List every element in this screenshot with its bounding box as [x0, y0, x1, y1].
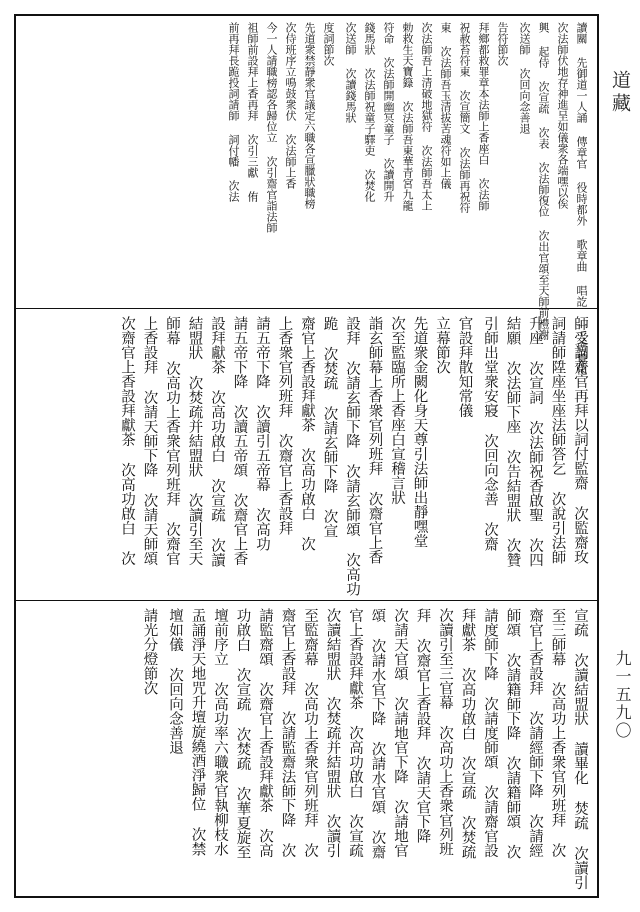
- text-column: 詣玄師幕上香衆官列班拜 次齋官上香: [366, 316, 383, 564]
- text-column: 拜鄉都救罪章本法師上香座白 次法師: [477, 22, 490, 211]
- text-column: 師受詞齋官再拜以詞付監齋 次監齋玫: [572, 316, 588, 564]
- text-column: 結盟狀 次焚疏并結盟狀 次讀引至天: [186, 316, 203, 566]
- text-column: 請光分燈節次: [141, 608, 158, 695]
- text-column: 至三師幕 次高功上香衆官列班拜 次: [549, 608, 566, 858]
- page-frame: [14, 14, 599, 898]
- text-column: 今一人請職榜認各歸位立 次引齋官詣法師: [265, 22, 278, 233]
- text-column: 請五帝下降 次讀引五帝幕 次高功: [254, 316, 270, 551]
- text-column: 次至監臨所上香座白宣稽言狀: [389, 316, 405, 505]
- text-column: 次送師 次回向念善退: [518, 22, 531, 134]
- text-column: 詞請師陞座坐座法師答乞 次說引法師: [549, 316, 566, 564]
- text-column: 次讀引至三官幕 次高功上香衆官列班: [437, 608, 453, 856]
- text-column: 祖師前設拜上香再拜 次引三獻 侑: [246, 22, 259, 202]
- text-column: 東 次法師吾玉清拔苦魂符如上儀: [439, 22, 452, 189]
- text-column: 前再拜長跪投詞請師 詞付幡 次法: [227, 22, 240, 202]
- text-column: 宣疏 次讀結盟狀 讀畢化 焚疏 次讀引: [572, 608, 588, 890]
- text-column: 設拜 次請玄師下降 次請玄師頌 次高功: [344, 316, 360, 596]
- text-column: 請度師下降 次請度師頌 次請齋官設: [482, 608, 498, 858]
- text-column: 壇前序立 次高功率六職衆官執柳枝水: [212, 608, 228, 856]
- text-column: 頌 次請水官下降 次請水官頌 次齋: [369, 608, 386, 859]
- text-column: 先道衆金闕化身天尊引法師出靜嘿堂: [411, 316, 428, 548]
- text-column: 勅救生天寶籙 次法師吾東華青宮九龍: [401, 22, 414, 211]
- text-column: 上香衆官列班拜 次齋官上香設拜: [276, 316, 293, 535]
- text-register-bottom: [16, 602, 597, 896]
- text-register-middle: [16, 310, 597, 600]
- text-column: 官上香設拜獻茶 次高功啟白 次宣疏: [347, 608, 363, 858]
- text-column: 功啟白 次宣疏 次焚疏 次華夏旋至: [234, 608, 251, 859]
- text-column: 盂誦淨天地咒升壇旋繞酒淨歸位 次禁: [189, 608, 206, 856]
- text-column: 次法師伏地存神進呈如儀衆各端嘿以俟: [556, 22, 569, 209]
- text-column: 師幕 次高功上香衆官列班拜 次齋官: [164, 316, 180, 566]
- text-column: 拜獻茶 次高功啟白 次宣疏 次焚疏: [459, 608, 476, 859]
- text-column: 讀關 先御道一人誦 傳章官 役時都外 歌章曲 唱訖 一人廣覽化: [575, 22, 588, 375]
- text-column: 度詞節次: [322, 22, 335, 66]
- register-divider: [16, 600, 597, 601]
- text-column: 告符節次: [496, 22, 509, 66]
- page-number: 九一五九〇: [613, 650, 632, 740]
- text-column: 立幕節次: [434, 316, 450, 374]
- text-column: 請監齋頌 次齋官上香設拜獻茶 次高: [257, 608, 273, 858]
- text-column: 上香設拜 次請天師下降 次請天師頌: [141, 316, 158, 566]
- text-column: 次送師 次讀錢馬狀: [344, 22, 357, 123]
- text-column: 引師出堂衆安寢 次回向念善 次齋: [482, 316, 498, 551]
- margin-title: 道藏: [609, 70, 631, 116]
- text-column: 祝赦苔符東 次宣簡文 次法師再祝符: [458, 22, 471, 213]
- text-column: 符命 次法師開幽冥童子 次讀開升: [382, 22, 395, 202]
- text-column: 先道衆禁靜衆官議定六職各宣臘狀職榜: [303, 22, 316, 209]
- text-column: 升座 次宣詞 次法師祝香啟聖 次四: [527, 316, 543, 567]
- text-column: 齋官上香設拜 次請監齋法師下降 次: [279, 608, 296, 858]
- text-column: 次齋官上香設拜獻茶 次高功啟白 次: [119, 316, 135, 566]
- text-column: 齋官上香設拜 次請經師下降 次請經: [527, 608, 543, 858]
- text-column: 至監齋幕 次高功上香衆官列班拜 次: [302, 608, 318, 858]
- text-column: 壇如儀 次回向念善退: [167, 608, 183, 755]
- text-column: 官設拜散知常儀: [456, 316, 473, 418]
- text-column: 師頌 次請籍師下降 次請籍師頌 次: [504, 608, 521, 859]
- text-column: 設拜獻茶 次高功啟白 次宣疏 次讀: [209, 316, 225, 567]
- text-column: 拜 次齋官上香設拜 次請天官下降: [414, 608, 431, 843]
- text-column: 興 起侍 次宣疏 次表 次法師復位 次出官頌至天師前禮謝: [537, 22, 550, 340]
- text-column: 齋官上香設拜獻茶 次高功啟白 次: [299, 316, 315, 551]
- text-column: 次侍班序立鳴鼓衆伏 次法師上香: [284, 22, 297, 189]
- text-column: 請五帝下降 次讀五帝頌 次齋官上香: [231, 316, 248, 566]
- text-column: 結願 次法師下座 次告結盟狀 次贊: [504, 316, 521, 567]
- text-column: 次請天官頌 次請地官下降 次請地官: [392, 608, 408, 858]
- text-column: 錢馬狀 次法師祝童子驛吏 次焚化: [363, 22, 376, 202]
- text-column: 跪 次焚疏 次請玄師下降 次宣: [321, 316, 338, 538]
- text-column: 次讀結盟狀 次焚疏并結盟狀 次讀引: [324, 608, 341, 858]
- register-divider: [16, 308, 597, 309]
- text-column: 次法師吾上清破地獄符 次法師吾太上: [420, 22, 433, 211]
